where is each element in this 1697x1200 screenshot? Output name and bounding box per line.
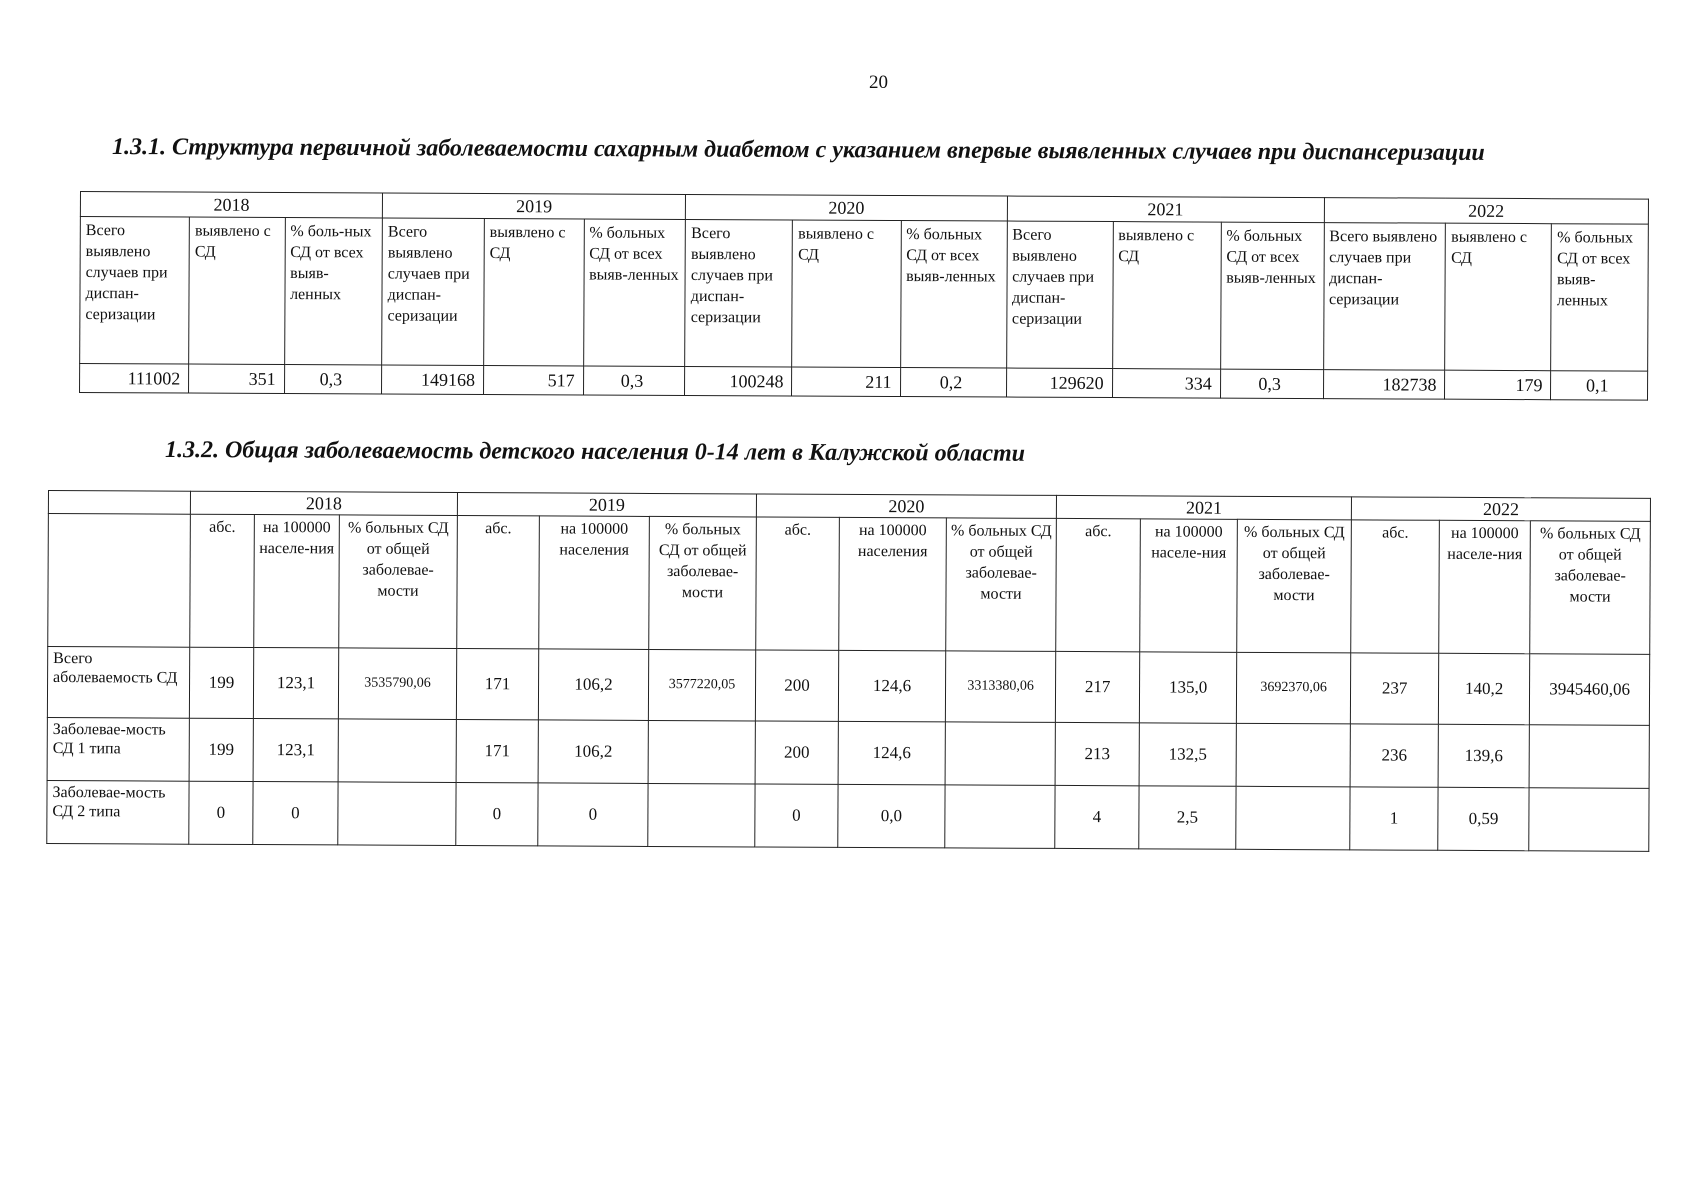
table2-col-header: абс. bbox=[190, 514, 255, 647]
table2-col-header: абс. bbox=[1351, 520, 1440, 653]
table-cell bbox=[1236, 786, 1350, 850]
table-cell: 182738 bbox=[1323, 370, 1445, 400]
table-cell bbox=[1529, 725, 1649, 789]
table2-year-header: 2021 bbox=[1056, 495, 1351, 519]
table2-col-header: абс. bbox=[457, 516, 540, 649]
table-row bbox=[47, 717, 1649, 788]
table-cell: 4 bbox=[1055, 785, 1139, 848]
table-cell: 3535790,06 bbox=[338, 648, 456, 720]
table-cell: 0 bbox=[538, 783, 648, 847]
row-label: Всего аболеваемость СД bbox=[47, 647, 189, 719]
table1-col-header: Всего выявлено случаев при диспан-серизации bbox=[1323, 223, 1446, 371]
table1-year-header: 2022 bbox=[1324, 198, 1649, 225]
section-heading-1-3-1: 1.3.1. Структура первичной заболеваемости сахарным диабетом с указанием впервые выявленных случаев при диспансеризации bbox=[111, 134, 1485, 166]
table2-col-header: % больных СД от общей заболевае-мости bbox=[649, 516, 757, 650]
table-cell: 140,2 bbox=[1438, 653, 1529, 724]
table1-col-header: выявлено с СД bbox=[189, 217, 285, 364]
table2-year-header: 2020 bbox=[756, 494, 1056, 518]
table-cell: 171 bbox=[456, 648, 538, 719]
table-cell: 123,1 bbox=[253, 648, 338, 719]
table2-col-header: на 100000 населе-ния bbox=[1439, 520, 1531, 653]
table-cell: 0,3 bbox=[284, 365, 382, 394]
section-heading-1-3-2: 1.3.2. Общая заболеваемость детского населения 0-14 лет в Калужской области bbox=[164, 437, 1026, 467]
table-child-diabetes-incidence bbox=[46, 490, 1651, 852]
table1-col-header: выявлено с СД bbox=[1445, 223, 1552, 371]
table-cell: 0,59 bbox=[1438, 787, 1529, 850]
table-cell: 351 bbox=[189, 364, 285, 393]
table1-col-header: Всего выявлено случаев при диспан-серизации bbox=[382, 218, 484, 365]
table-cell: 0 bbox=[755, 784, 838, 847]
table2-col-header: % больных СД от общей заболевае-мости bbox=[1530, 521, 1651, 655]
table1-col-header: % больных СД от всех выяв-ленных bbox=[1220, 222, 1324, 370]
table1-col-header: выявлено с СД bbox=[1112, 222, 1221, 370]
table-cell: 111002 bbox=[80, 364, 189, 394]
table-cell bbox=[945, 785, 1055, 849]
table-cell: 123,1 bbox=[253, 719, 338, 782]
table-cell: 0,2 bbox=[900, 368, 1006, 398]
table-cell: 237 bbox=[1350, 653, 1438, 724]
table-cell: 0,0 bbox=[838, 784, 945, 848]
table-cell: 199 bbox=[189, 647, 253, 718]
table-cell: 211 bbox=[792, 367, 900, 397]
table-cell: 334 bbox=[1112, 369, 1220, 399]
table1-col-header: Всего выявлено случаев при диспан-серизации bbox=[1006, 221, 1113, 369]
table1-col-header: % больных СД от всех выяв-ленных bbox=[583, 219, 685, 366]
table-cell: 517 bbox=[483, 365, 583, 394]
table-cell: 0 bbox=[253, 782, 338, 845]
table1-col-header: выявлено с СД bbox=[792, 220, 901, 368]
row-label: Заболевае-мость СД 2 типа bbox=[47, 780, 189, 844]
table2-year-header: 2022 bbox=[1351, 497, 1650, 521]
table2-col-header: на 100000 населе-ния bbox=[1140, 519, 1238, 652]
table-cell: 106,2 bbox=[538, 649, 648, 721]
table-cell bbox=[338, 782, 456, 846]
table-cell: 135,0 bbox=[1139, 652, 1236, 723]
table-cell: 3577220,05 bbox=[648, 649, 755, 721]
table-cell: 179 bbox=[1445, 370, 1551, 400]
table-cell: 3313380,06 bbox=[945, 651, 1055, 723]
table-cell: 106,2 bbox=[538, 720, 648, 784]
table2-col-header: на 100000 населения bbox=[539, 516, 650, 650]
table-cell bbox=[338, 719, 456, 783]
table-cell: 100248 bbox=[685, 366, 792, 396]
table-cell: 149168 bbox=[382, 365, 484, 394]
table1-year-header: 2018 bbox=[80, 192, 382, 218]
table-cell: 217 bbox=[1055, 651, 1139, 722]
table1-col-header: Всего выявлено случаев при диспан-серизации bbox=[685, 219, 793, 367]
table-cell: 132,5 bbox=[1139, 723, 1236, 786]
table-cell: 2,5 bbox=[1139, 786, 1236, 849]
table-cell: 171 bbox=[456, 719, 538, 782]
table-cell: 0,3 bbox=[583, 366, 685, 395]
table-cell: 0 bbox=[189, 781, 253, 844]
table-row bbox=[47, 647, 1649, 726]
table-cell: 124,6 bbox=[838, 650, 945, 722]
table-cell: 3945460,06 bbox=[1529, 654, 1649, 726]
table2-col-header: абс. bbox=[756, 517, 840, 650]
table-cell bbox=[648, 720, 755, 784]
table-cell bbox=[648, 783, 755, 847]
table1-subheader-row bbox=[80, 217, 1649, 372]
table-cell: 199 bbox=[189, 718, 253, 781]
table-row bbox=[47, 780, 1649, 851]
table-cell: 213 bbox=[1055, 722, 1139, 785]
table-cell: 200 bbox=[755, 721, 838, 784]
table2-row-header-empty bbox=[48, 514, 191, 648]
table2-col-header: на 100000 населе-ния bbox=[254, 515, 340, 648]
table-cell bbox=[1529, 788, 1649, 852]
table2-corner-cell bbox=[48, 491, 190, 515]
page-number: 20 bbox=[869, 72, 888, 93]
table2-year-header: 2018 bbox=[190, 491, 457, 515]
table2-col-header: на 100000 населения bbox=[839, 517, 947, 651]
table-cell bbox=[945, 722, 1055, 786]
table-cell: 200 bbox=[755, 650, 838, 721]
table1-col-header: % боль-ных СД от всех выяв-ленных bbox=[284, 218, 382, 365]
table-cell: 1 bbox=[1350, 787, 1438, 850]
table2-col-header: % больных СД от общей заболевае-мости bbox=[339, 515, 458, 649]
row-label: Заболевае-мость СД 1 типа bbox=[47, 717, 189, 781]
table1-col-header: выявлено с СД bbox=[484, 218, 584, 365]
table-cell: 3692370,06 bbox=[1236, 652, 1350, 724]
table-cell: 0,3 bbox=[1220, 369, 1323, 399]
table1-col-header: % больных СД от всех выяв-ленных bbox=[900, 221, 1007, 369]
table-diabetes-dispensary-structure bbox=[79, 191, 1649, 401]
table2-subheader-row bbox=[48, 514, 1651, 655]
table2-col-header: абс. bbox=[1056, 518, 1141, 651]
table2-col-header: % больных СД от общей заболевае-мости bbox=[946, 518, 1057, 652]
table-cell: 0,1 bbox=[1551, 371, 1648, 400]
table2-col-header: % больных СД от общей заболевае-мости bbox=[1237, 519, 1352, 653]
table-cell: 139,6 bbox=[1438, 724, 1529, 787]
table2-year-header: 2019 bbox=[457, 493, 756, 517]
table-cell bbox=[1236, 723, 1350, 787]
table1-year-header: 2021 bbox=[1007, 196, 1324, 223]
table1-year-header: 2019 bbox=[383, 193, 686, 219]
table1-col-header: Всего выявлено случаев при диспан-серизации bbox=[80, 217, 190, 365]
table-cell: 0 bbox=[456, 782, 538, 845]
table1-year-header: 2020 bbox=[686, 194, 1007, 221]
table-cell: 124,6 bbox=[838, 721, 945, 785]
table1-col-header: % больных СД от всех выяв-ленных bbox=[1551, 224, 1648, 371]
table-cell: 236 bbox=[1350, 724, 1438, 787]
table-cell: 129620 bbox=[1006, 368, 1112, 398]
